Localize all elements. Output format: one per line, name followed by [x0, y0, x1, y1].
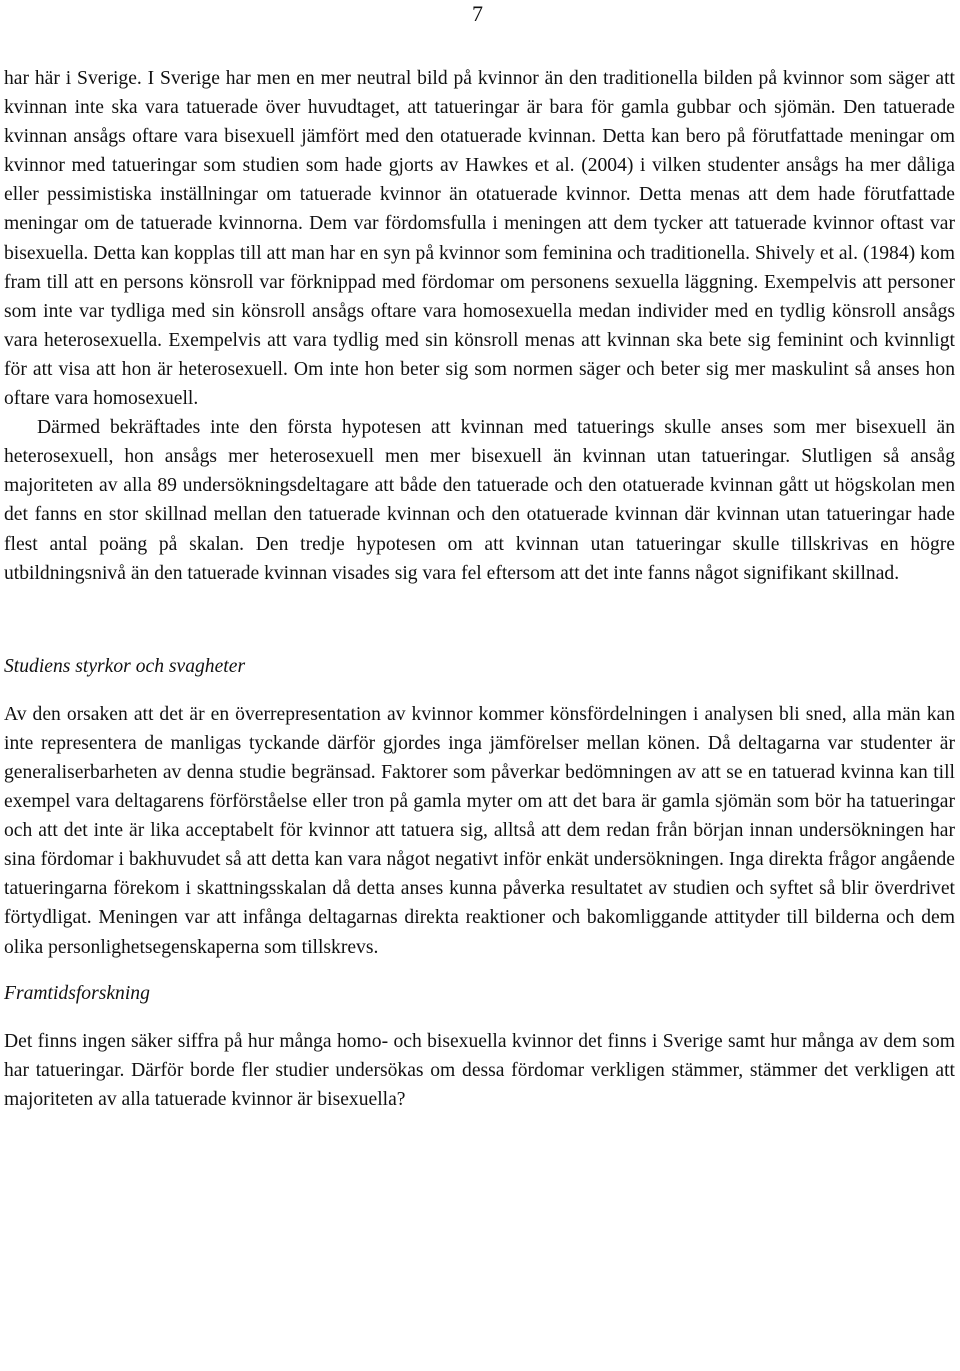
paragraph-discussion-1: har här i Sverige. I Sverige har men en mer neutral bild på kvinnor än den traditionella bilden på kvinnor som säger att kvinnan inte ska vara tatuerade över huvudtaget, att tatueringar är bara för gamla gubbar och sjömän. Den tatuerade kvinnan ansågs oftare vara bisexuell jämfört med den otatuerade kvinnan. Detta kan bero på förutfattade meningar om kvinnor med tatueringar som studien som hade gjorts av Hawkes et al. (2004) i vilken studenter ansågs ha mer dåliga eller pessimistiska inställningar om tatuerade kvinnor än otatuerade kvinnor. Detta menas att dem hade förutfattade meningar om de tatuerade kvinnorna. Dem var fördomsfulla i meningen att dem tycker att tatuerade kvinnor oftast var bisexuella. Detta kan kopplas till att man har en syn på kvinnor som feminina och traditionella. Shively et al. (1984) kom fram till att en persons könsroll var förknippad med fördomar om personens sexuella läggning. Exempelvis att personer som inte var tydliga med sin könsroll ansågs oftare vara homosexuella medan individer med en tydlig könsroll ansågs vara heterosexuella. Exempelvis att vara tydlig med sin könsroll menas att kvinnan ska bete sig feminint och kvinnligt för att visa att hon är heterosexuell. Om inte hon beter sig som normen säger och beter sig mer maskulint så anses hon oftare vara homosexuell.	[4, 68, 955, 410]
page-number: 7	[472, 1, 483, 26]
section-spacer	[4, 1008, 955, 1027]
paragraph-future-research: Det finns ingen säker siffra på hur många homo- och bisexuella kvinnor det finns i Sverige samt hur många av dem som har tatueringar. Därför borde fler studier undersökas om dessa fördomar verkligen stämmer, stämmer det verkligen att majoriteten av alla tatuerade kvinnor är bisexuella?	[4, 1030, 955, 1110]
document-body	[4, 64, 955, 1114]
section-heading-strengths: Studiens styrkor och svagheter	[4, 655, 246, 677]
section-spacer	[4, 588, 955, 652]
section-spacer	[4, 962, 955, 979]
paragraph-discussion-2: Därmed bekräftades inte den första hypotesen att kvinnan med tatuerings skulle anses som mer bisexuell än heterosexuell, hon ansågs mer heterosexuell men mer bisexuell än kvinnan utan tatueringar. Slutligen så ansåg majoriteten av alla 89 undersökningsdeltagare att både den tatuerade och den otatuerade kvinnan gått ut högskolan men det fanns en stor skillnad mellan den tatuerade kvinnan och den otatuerade kvinnan där kvinnan utan tatueringar hade flest antal poäng på skalan. Den tredje hypotesen om att kvinnan utan tatueringar skulle tillskrivas en högre utbildningsnivå än den tatuerade kvinnan visades sig vara fel eftersom att det inte fanns något signifikant skillnad.	[4, 417, 955, 584]
section-heading-future-research: Framtidsforskning	[4, 982, 150, 1004]
paragraph-strengths: Av den orsaken att det är en överrepresentation av kvinnor kommer könsfördelningen i analysen bli sned, alla män kan inte representera de manligas tyckande därför gjordes inga jämförelser mellan könen. Då deltagarna var studenter är generaliserbarheten av denna studie begränsad. Faktorer som påverkar bedömningen av att se en tatuerad kvinna kan till exempel vara deltagarens förförståelse eller tron på gamla myter om att det bara är gamla sjömän som bör ha tatueringar och att det inte är lika acceptabelt för kvinnor att tatuera sig, alltså att dem redan från början innan undersökningen har sina fördomar i bakhuvudet så att detta kan vara något negativt inför enkät undersökningen. Inga direkta frågor angående tatueringarna förekom i skattningsskalan då detta anses kunna påverka resultatet av studien och syftet så blir överdrivet förtydligat. Meningen var att infånga deltagarnas direkta reaktioner och bakomliggande attityder till bilderna och dem olika personlighetsegenskaperna som tillskrevs.	[4, 703, 955, 958]
section-spacer	[4, 681, 955, 700]
